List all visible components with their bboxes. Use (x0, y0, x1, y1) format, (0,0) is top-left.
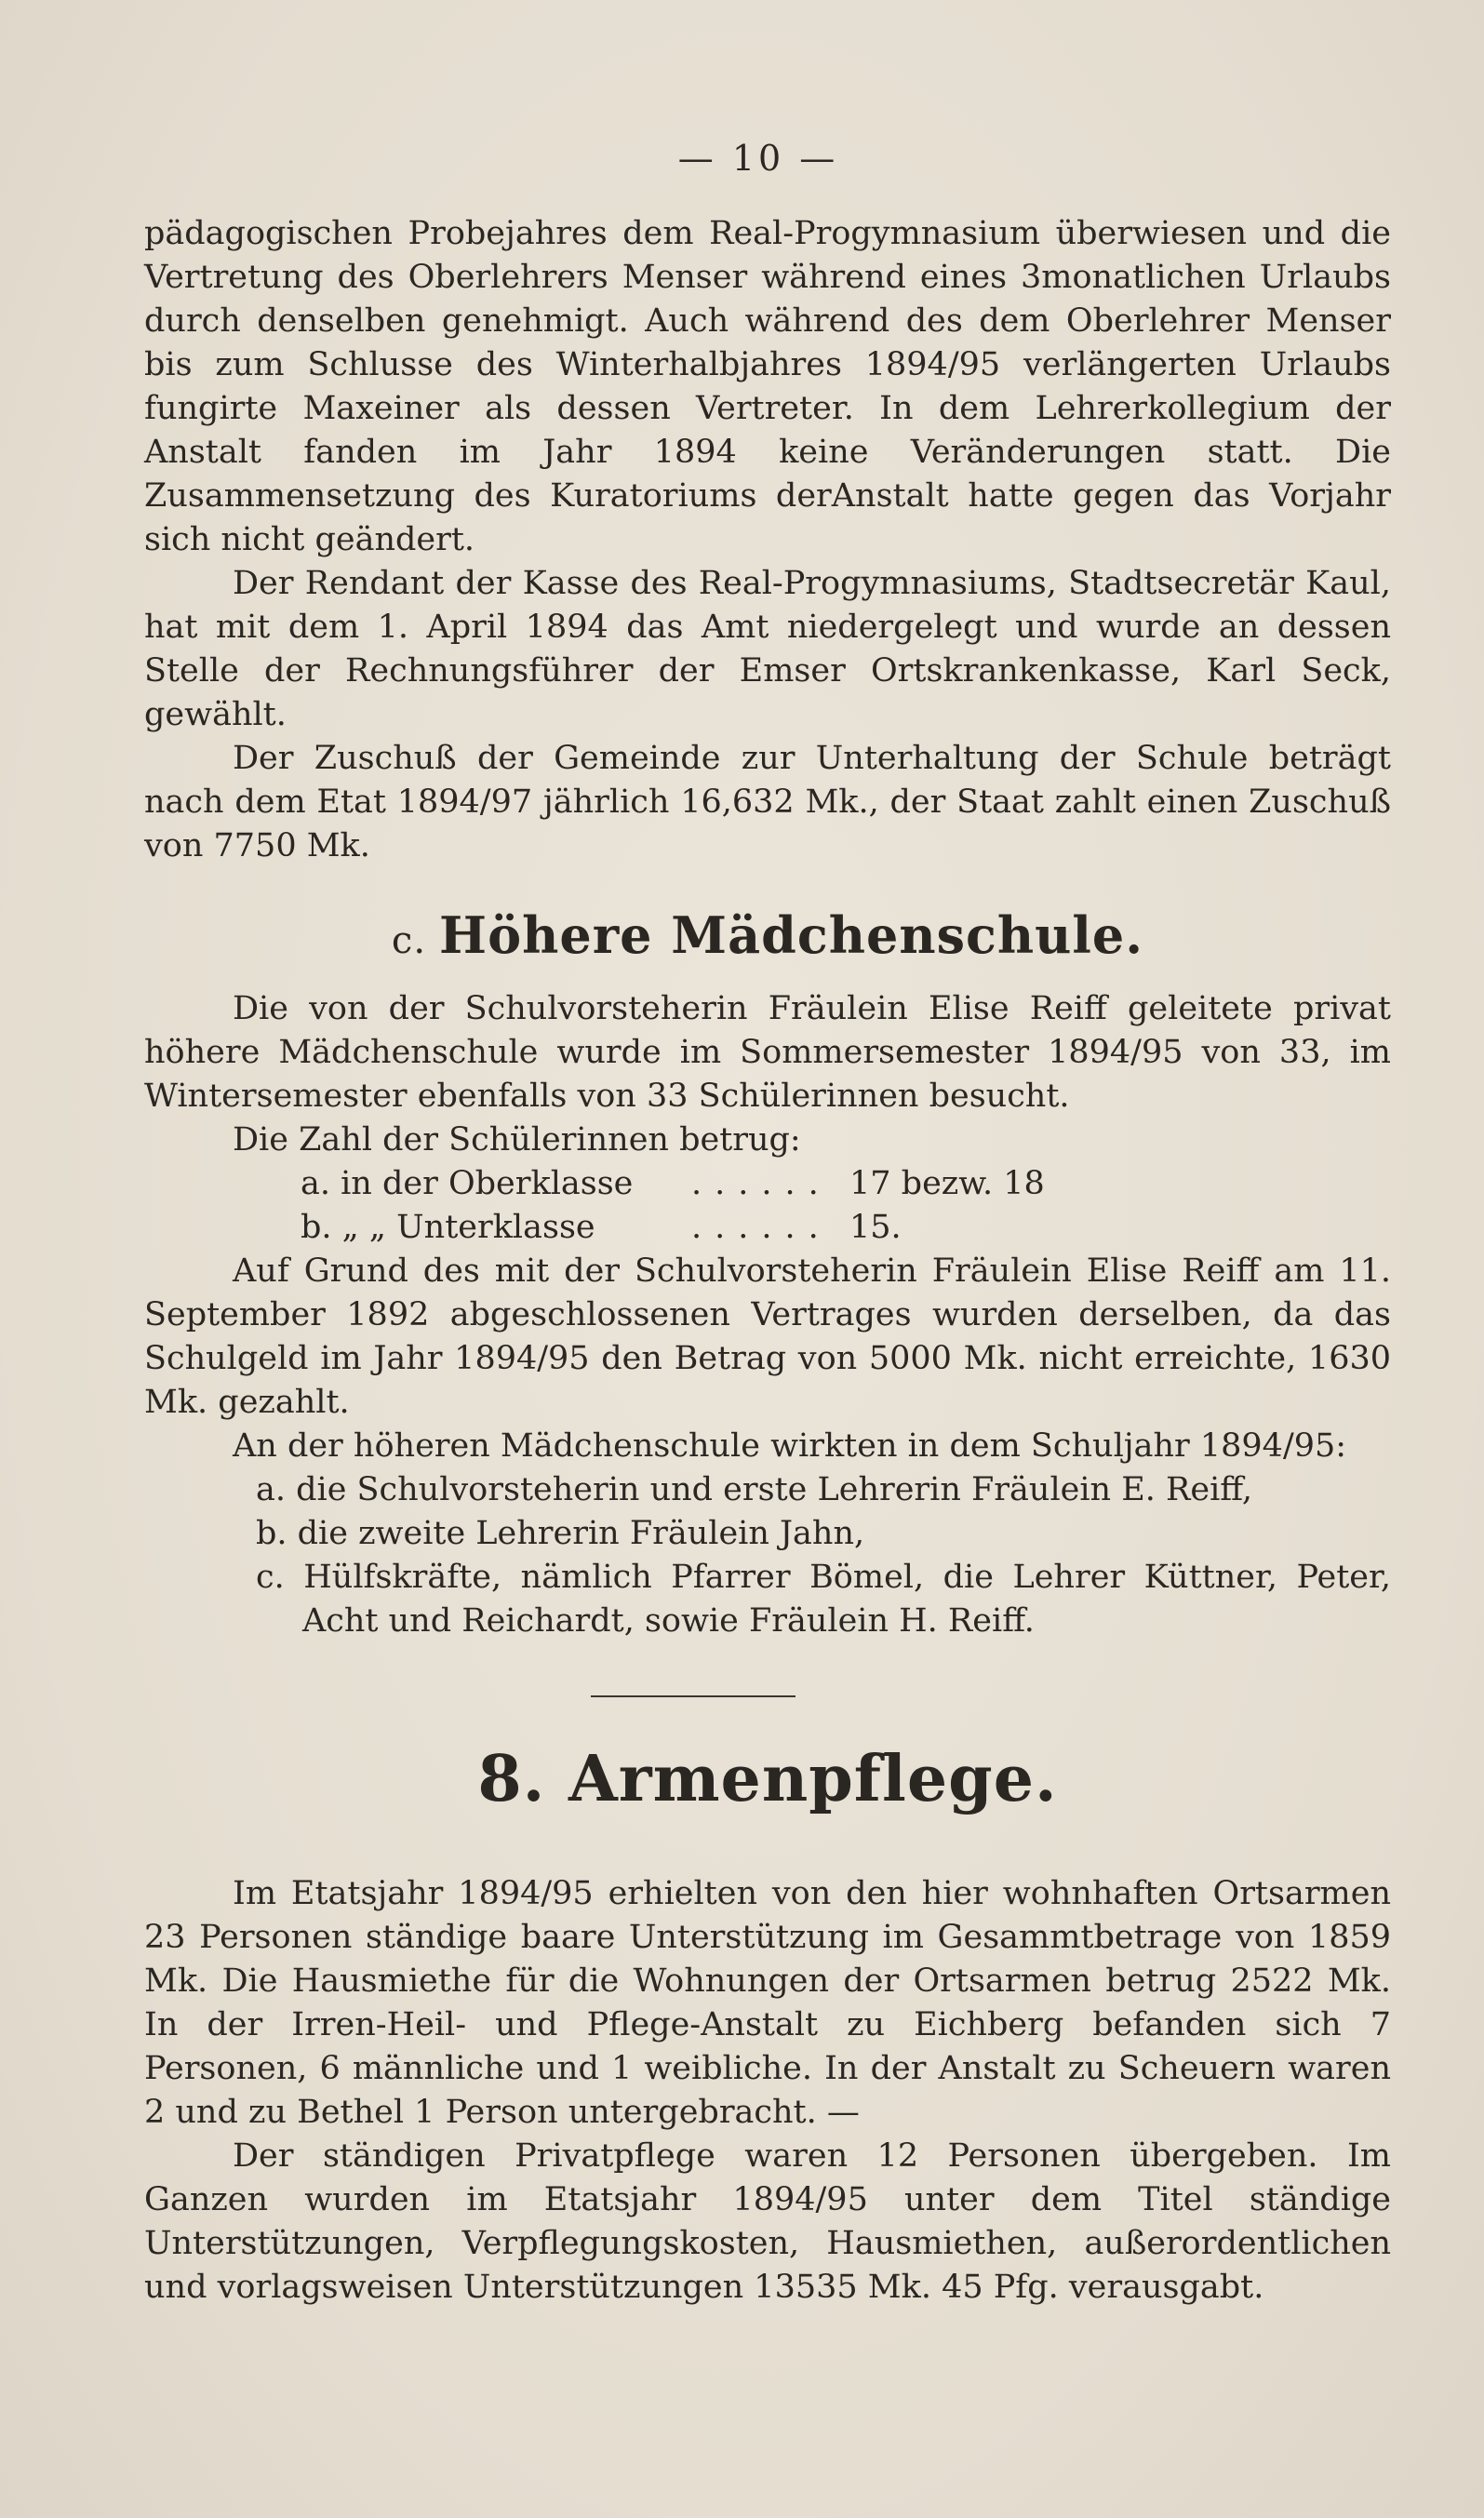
count-dots: ...... (691, 1165, 832, 1202)
staff-item: c. Hülfskräfte, nämlich Pfarrer Bömel, die Lehrer Küttner, Peter, Acht und Reichardt, sowie Fräulein H. Reiff. (256, 1559, 1391, 1640)
section-c-title: Höhere Mädchenschule. (439, 905, 1144, 965)
section-c-paragraph-1: Die von der Schulvorsteherin Fräulein Elise Reiff geleitete privat höhere Mädchenschule wurde im Sommersemester 1894/95 von 33, im Wintersemester ebenfalls von 33 Schülerinnen besucht. (144, 990, 1391, 1115)
count-dots: ...... (691, 1209, 832, 1246)
section-c-paragraph-4: An der höheren Mädchenschule wirkten in dem Schuljahr 1894/95: (233, 1427, 1347, 1465)
section-8-title: 8. Armenpflege. (477, 1742, 1058, 1816)
count-label: b. „ „ Unterklasse (301, 1209, 595, 1246)
section-8-paragraph-1: Im Etatsjahr 1894/95 erhielten von den hier wohnhaften Ortsarmen 23 Personen ständige baare Unterstützung im Gesammtbetrage von 1859 Mk. Die Hausmiethe für die Wohnungen der Ortsarmen betrug 2522 Mk. In der Irren-Heil- und Pflege-Anstalt zu Eichberg befanden sich 7 Personen, 6 männliche und 1 weibliche. In der Anstalt zu Scheuern waren 2 und zu Bethel 1 Person untergebracht. — (144, 1875, 1391, 2131)
intro-paragraph-2: Der Rendant der Kasse des Real-Progymnasiums, Stadtsecretär Kaul, hat mit dem 1. April 1894 das Amt niedergelegt und wurde an dessen Stelle der Rechnungsführer der Emser Ortskrankenkasse, Karl Seck, gewählt. (144, 565, 1391, 733)
count-value: 15. (849, 1209, 902, 1246)
staff-item: a. die Schulvorsteherin und erste Lehrerin Fräulein E. Reiff, (256, 1471, 1253, 1508)
intro-paragraph-1: pädagogischen Probejahres dem Real-Progymnasium überwiesen und die Vertretung des Oberlehrers Menser während eines 3monatlichen Urlaubs durch denselben genehmigt. Auch während des dem Oberlehrer Menser bis zum Schlusse des Winterhalbjahres 1894/95 verlängerten Urlaubs fungirte Maxeiner als dessen Vertreter. In dem Lehrerkollegium der Anstalt fanden im Jahr 1894 keine Veränderungen statt. Die Zusammensetzung des Kuratoriums derAnstalt hatte gegen das Vorjahr sich nicht geändert. (144, 215, 1391, 558)
staff-item: b. die zweite Lehrerin Fräulein Jahn, (256, 1515, 865, 1552)
section-c-prefix: c. (391, 919, 427, 962)
section-divider (591, 1695, 795, 1697)
count-row-oberklasse (144, 1162, 1391, 1206)
count-label: a. in der Oberklasse (301, 1165, 634, 1202)
section-c-heading (144, 905, 1391, 965)
section-c-paragraph-2: Die Zahl der Schülerinnen betrug: (233, 1121, 801, 1159)
count-row-unterklasse (144, 1206, 1391, 1250)
intro-paragraph-3: Der Zuschuß der Gemeinde zur Unterhaltung der Schule beträgt nach dem Etat 1894/97 jährlich 16,632 Mk., der Staat zahlt einen Zuschuß von 7750 Mk. (144, 740, 1391, 864)
page-content (144, 138, 1391, 2310)
page-number: — 10 — (677, 138, 839, 179)
section-c-paragraph-3: Auf Grund des mit der Schulvorsteherin Fräulein Elise Reiff am 11. September 1892 abgeschlossenen Vertrages wurden derselben, da das Schulgeld im Jahr 1894/95 den Betrag von 5000 Mk. nicht erreichte, 1630 Mk. gezahlt. (144, 1252, 1391, 1421)
count-value: 17 bezw. 18 (849, 1165, 1045, 1202)
section-8-paragraph-2: Der ständigen Privatpflege waren 12 Personen übergeben. Im Ganzen wurden im Etatsjahr 1894/95 unter dem Titel ständige Unterstützungen, Verpflegungskosten, Hausmiethen, außerordentlichen und vorlagsweisen Unterstützungen 13535 Mk. 45 Pfg. verausgabt. (144, 2137, 1391, 2306)
